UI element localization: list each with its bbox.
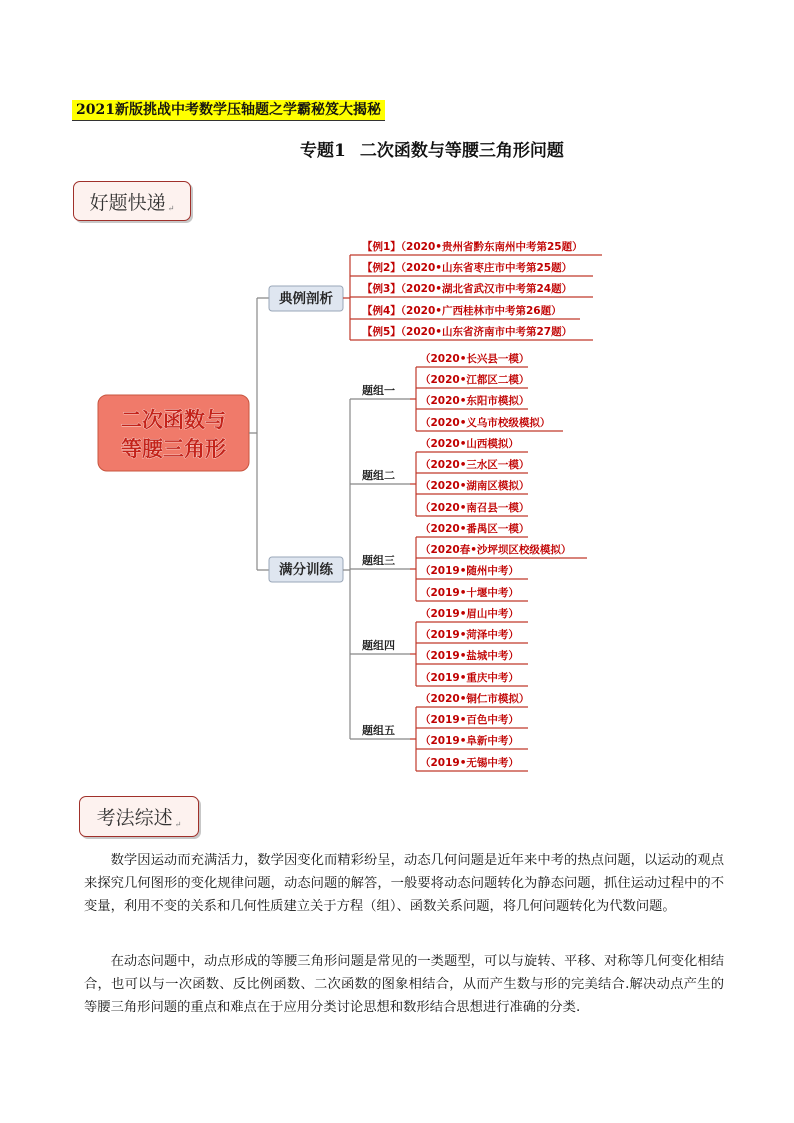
group4-item-2[interactable]: （2019•菏泽中考） — [420, 629, 519, 641]
group-label-2: 题组二 — [362, 469, 395, 482]
group1-item-4[interactable]: （2020•义乌市校级模拟） — [420, 417, 551, 429]
group5-item-4[interactable]: （2019•无锡中考） — [420, 757, 519, 769]
paragraph-2: 在动态问题中，动点形成的等腰三角形问题是常见的一类题型，可以与旋转、平移、对称等几何变化相结合，也可以与一次函数、反比例函数、二次函数的图象相结合，从而产生数与形的完美结合.解决动点产生的等腰三角形问题的重点和难点在于应用分类讨论思想和数形结合思想进行准确的分类. — [84, 954, 724, 1016]
group1-item-3[interactable]: （2020•东阳市模拟） — [420, 395, 530, 407]
group2-item-4[interactable]: （2020•南召县一模） — [420, 502, 530, 514]
group2-item-1[interactable]: （2020•山西模拟） — [420, 438, 519, 450]
group4-item-4[interactable]: （2019•重庆中考） — [420, 672, 519, 684]
branch-connector-training — [343, 399, 350, 739]
group3-item-2[interactable]: （2020春•沙坪坝区校级模拟） — [420, 544, 572, 556]
root-node-line1: 二次函数与 — [121, 408, 226, 432]
branch-label-training: 满分训练 — [279, 562, 333, 578]
group5-item-2[interactable]: （2019•百色中考） — [420, 714, 519, 726]
group-label-5: 题组五 — [362, 724, 395, 737]
example-item-4[interactable]: 【例4】（2020•广西桂林市中考第26题） — [362, 305, 562, 317]
group-label-4: 题组四 — [362, 639, 395, 652]
series-title: 2021新版挑战中考数学压轴题之学霸秘笈大揭秘 — [72, 100, 385, 121]
group4-item-1[interactable]: （2019•眉山中考） — [420, 608, 519, 620]
example-item-3[interactable]: 【例3】（2020•湖北省武汉市中考第24题） — [362, 283, 573, 295]
root-node-line2: 等腰三角形 — [121, 437, 226, 461]
group-underlines — [350, 399, 410, 739]
group-label-3: 题组三 — [362, 554, 395, 567]
section-label-overview — [79, 796, 199, 837]
example-item-5[interactable]: 【例5】（2020•山东省济南市中考第27题） — [362, 326, 573, 338]
branch-connector-examples — [343, 255, 350, 340]
section-label-text: 考法综述 — [96, 807, 173, 829]
group5-item-1[interactable]: （2020•铜仁市模拟） — [420, 693, 530, 705]
section-label-text: 好题快递 — [89, 191, 166, 214]
group2-item-2[interactable]: （2020•三水区一模） — [420, 459, 530, 471]
example-item-2[interactable]: 【例2】（2020•山东省枣庄市中考第25题） — [362, 262, 573, 274]
group1-item-2[interactable]: （2020•江都区二模） — [420, 374, 530, 386]
paragraph-mark-icon: ↵ — [167, 204, 175, 213]
example-item-1[interactable]: 【例1】（2020•贵州省黔东南州中考第25题） — [362, 241, 583, 253]
branch-label-examples: 典例剖析 — [279, 291, 333, 307]
root-connector — [249, 298, 269, 570]
group3-item-3[interactable]: （2019•随州中考） — [420, 565, 519, 577]
group3-item-1[interactable]: （2020•番禺区一模） — [420, 523, 530, 535]
group4-item-3[interactable]: （2019•盐城中考） — [420, 650, 519, 662]
group3-item-4[interactable]: （2019•十堰中考） — [420, 587, 519, 599]
group1-item-1[interactable]: （2020•长兴县一模） — [420, 353, 530, 365]
topic-title: 二次函数与等腰三角形问题 — [359, 141, 564, 161]
group2-item-3[interactable]: （2020•湖南区模拟） — [420, 480, 530, 492]
group-label-1: 题组一 — [362, 384, 395, 397]
topic-label: 专题1 — [300, 141, 346, 161]
paragraph-1: 数学因运动而充满活力，数学因变化而精彩纷呈，动态几何问题是近年来中考的热点问题，以运动的观点来探究几何图形的变化规律问题，动态问题的解答，一般要将动态问题转化为静态问题，抓住运动过程中的不变量，利用不变的关系和几何性质建立关于方程（组）、函数关系问题，将几何问题转化为代数问题。 — [84, 853, 724, 915]
paragraph-mark-icon: ↵ — [174, 820, 182, 829]
group5-item-3[interactable]: （2019•阜新中考） — [420, 735, 519, 747]
